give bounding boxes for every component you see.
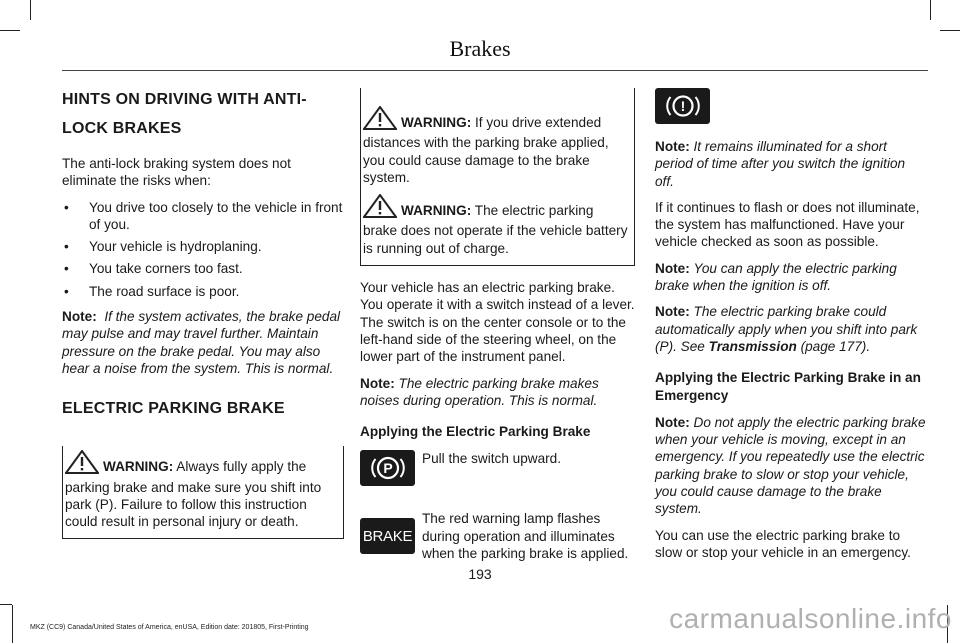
bullet: • — [64, 261, 69, 277]
watermark: carmanualsonline.info — [669, 603, 952, 634]
page-title: Brakes — [449, 36, 511, 61]
crop-mark — [940, 30, 960, 31]
edition-line: MKZ (CC9) Canada/United States of America, enUSA, Edition date: 201805, First-Printing — [30, 624, 309, 631]
malfunction-paragraph: If it continues to flash or does not illuminate, the system has malfunctioned. Have your vehicle checked as soon as possible. — [655, 199, 920, 250]
svg-text:P: P — [382, 460, 393, 477]
list-item: • You drive too closely to the vehicle in front of you. — [64, 199, 343, 232]
subheading-emergency: Applying the Electric Parking Brake in an Emergency — [655, 370, 921, 403]
emergency-paragraph: You can use the electric parking brake to slow or stop your vehicle in an emergency. — [655, 527, 911, 560]
subheading-applying: Applying the Electric Parking Brake — [360, 424, 591, 440]
risk-list — [62, 199, 344, 300]
crop-mark — [0, 30, 20, 31]
parking-brake-p-icon — [360, 450, 415, 486]
crop-mark — [30, 0, 31, 20]
bullet: • — [64, 239, 69, 255]
note-auto-apply: Note: The electric parking brake could automatically apply when you shift into park (P). See Transmission (page 177). — [655, 304, 918, 354]
step-warning-lamp: BRAKE The red warning lamp flashes during operation and illuminates when the parking brake is applied. — [360, 510, 635, 562]
list-item: • Your vehicle is hydroplaning. — [64, 239, 262, 255]
heading-abs-line1: HINTS ON DRIVING WITH ANTI- — [62, 91, 307, 108]
note-noises: Note: The electric parking brake makes noises during operation. This is normal. — [360, 375, 599, 408]
svg-text:!: ! — [680, 98, 685, 114]
step-pull-switch: P Pull the switch upward. — [360, 450, 635, 494]
page-number: 193 — [468, 566, 492, 582]
crop-mark — [930, 0, 931, 20]
bullet: • — [64, 283, 69, 299]
header-rule — [62, 70, 928, 71]
warning-triangle-icon — [363, 194, 397, 222]
bullet: • — [64, 199, 69, 215]
note-illuminated: Note: It remains illuminated for a short period of time after you switch the ignition off. — [655, 139, 906, 189]
brake-warning-lamp-icon: BRAKE — [360, 518, 415, 554]
list-item: • The road surface is poor. — [64, 283, 240, 299]
heading-abs-line2: LOCK BRAKES — [62, 120, 182, 137]
warning-triangle-icon — [363, 106, 397, 134]
column-2 — [360, 88, 635, 570]
warning-triangle-icon — [65, 450, 99, 478]
note-abs: Note: If the system activates, the brake pedal may pulse and may travel further. Maintain pressure on the brake pedal. You may also hear a noise from the system. This is normal. — [62, 309, 341, 376]
note-ignition-off: Note: You can apply the electric parking brake when the ignition is off. — [655, 260, 897, 294]
list-item: • You take corners too fast. — [64, 261, 243, 277]
note-do-not-apply: Note: Do not apply the electric parking brake when your vehicle is moving, except in an emergency. If you repeatedly use the electric parking brake to slow or stop your vehicle, you could cause damage to the brake system. — [655, 414, 926, 517]
parking-brake-description: Your vehicle has an electric parking brake. You operate it with a switch instead of a lever. The switch is on the center console or to the left-hand side of the steering wheel, on the lower part of the instrument panel. — [360, 280, 635, 365]
crop-mark — [0, 604, 12, 605]
transmission-link[interactable]: Transmission — [708, 338, 797, 354]
column-3 — [655, 88, 927, 570]
warning-box: WARNING: Always fully apply the parking brake and make sure you shift into park (P). Failure to follow this instruction could result in personal injury or death. — [62, 446, 344, 539]
crop-mark — [12, 605, 13, 643]
intro-paragraph: The anti-lock braking system does not eliminate the risks when: — [62, 156, 291, 189]
warning-box: WARNING: If you drive extended distances with the parking brake applied, you could cause damage to the brake system. WARNING: The electric parking brake does not operate if the vehicle battery is running out of charge. — [360, 88, 635, 266]
brake-exclamation-icon — [655, 88, 710, 124]
column-1 — [62, 88, 344, 539]
heading-electric-parking-brake: ELECTRIC PARKING BRAKE — [62, 400, 285, 418]
